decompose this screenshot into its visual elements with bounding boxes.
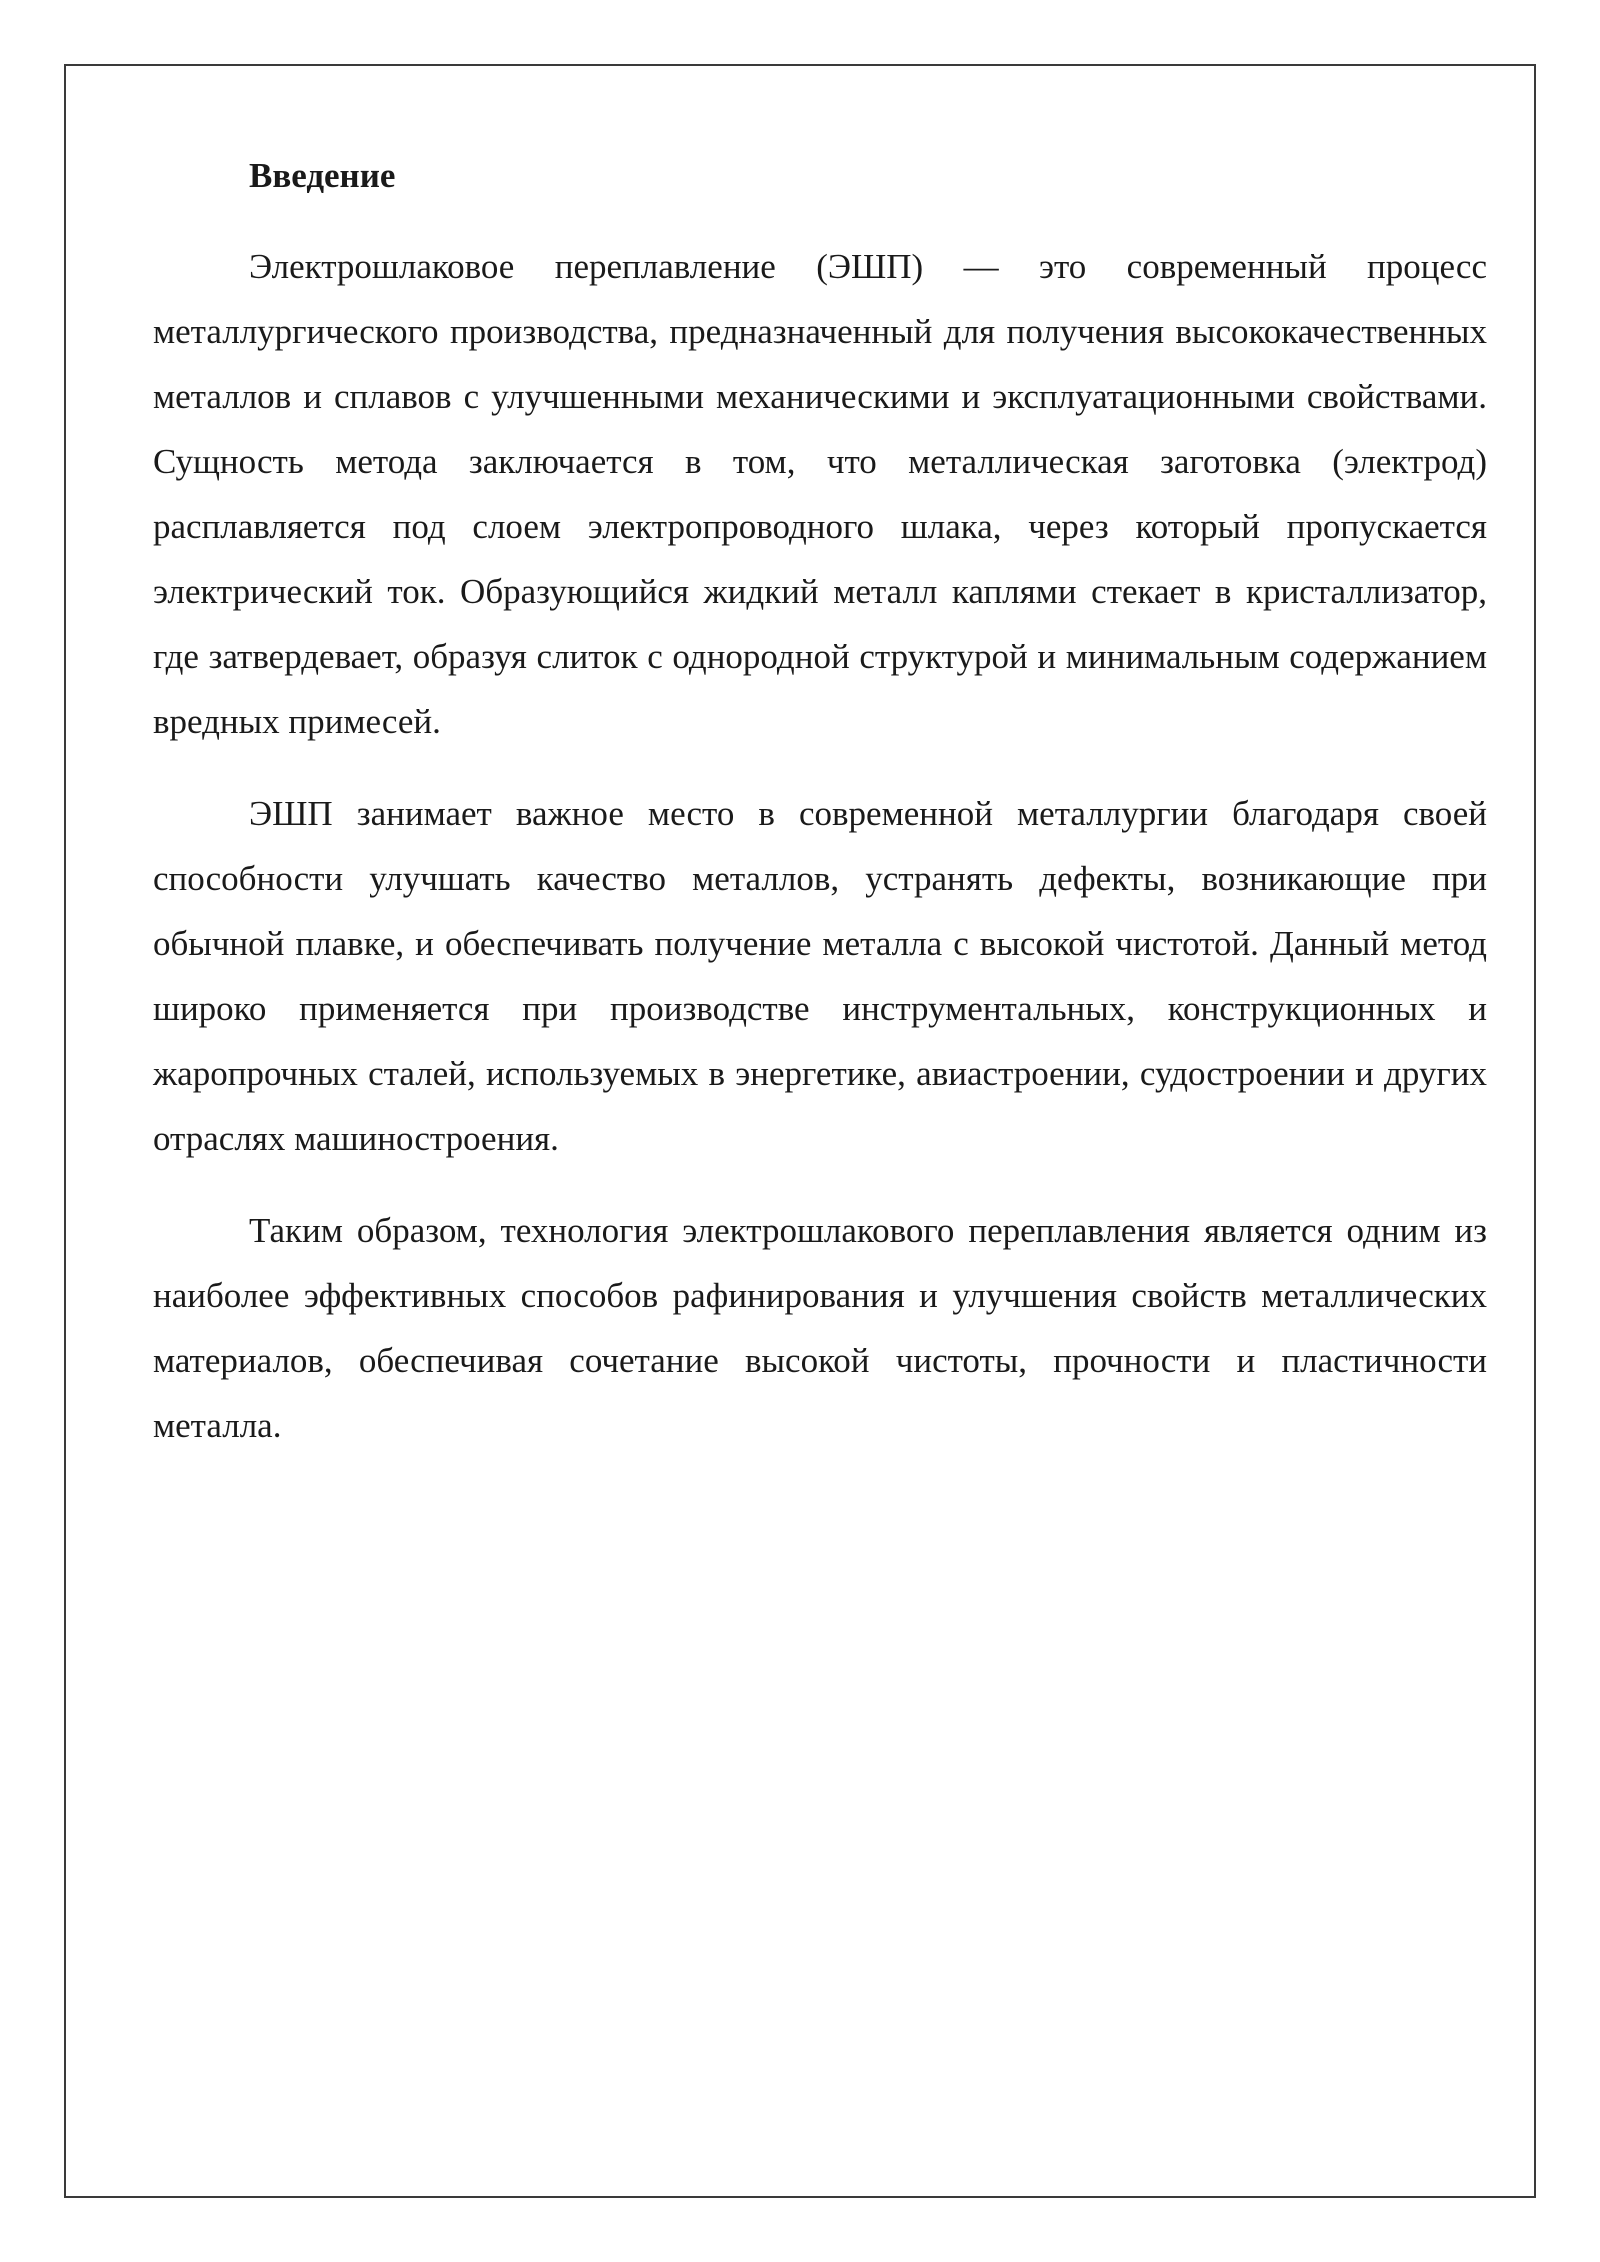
paragraph-2: ЭШП занимает важное место в современной металлургии благодаря своей способности улучшать качество металлов, устранять дефекты, возникающие при обычной плавке, и обеспечивать получение металла с высокой чистотой. Данный метод широко применяется при производстве инструментальных, конструкционных и жаропрочных сталей, используемых в энергетике, авиастроении, судостроении и других отраслях машиностроения.: [153, 794, 1487, 1158]
document-body: [153, 145, 1487, 1485]
paragraph-3: Таким образом, технология электрошлакового переплавления является одним из наиболее эффективных способов рафинирования и улучшения свойств металлических материалов, обеспечивая сочетание высокой чистоты, прочности и пластичности металла.: [153, 1211, 1487, 1445]
paragraph-1: Электрошлаковое переплавление (ЭШП) — это современный процесс металлургического производства, предназначенный для получения высококачественных металлов и сплавов с улучшенными механическими и эксплуатационными свойствами. Сущность метода заключается в том, что металлическая заготовка (электрод) расплавляется под слоем электропроводного шлака, через который пропускается электрический ток. Образующийся жидкий металл каплями стекает в кристаллизатор, где затвердевает, образуя слиток с однородной структурой и минимальным содержанием вредных примесей.: [153, 247, 1487, 741]
section-heading: Введение: [249, 156, 396, 195]
